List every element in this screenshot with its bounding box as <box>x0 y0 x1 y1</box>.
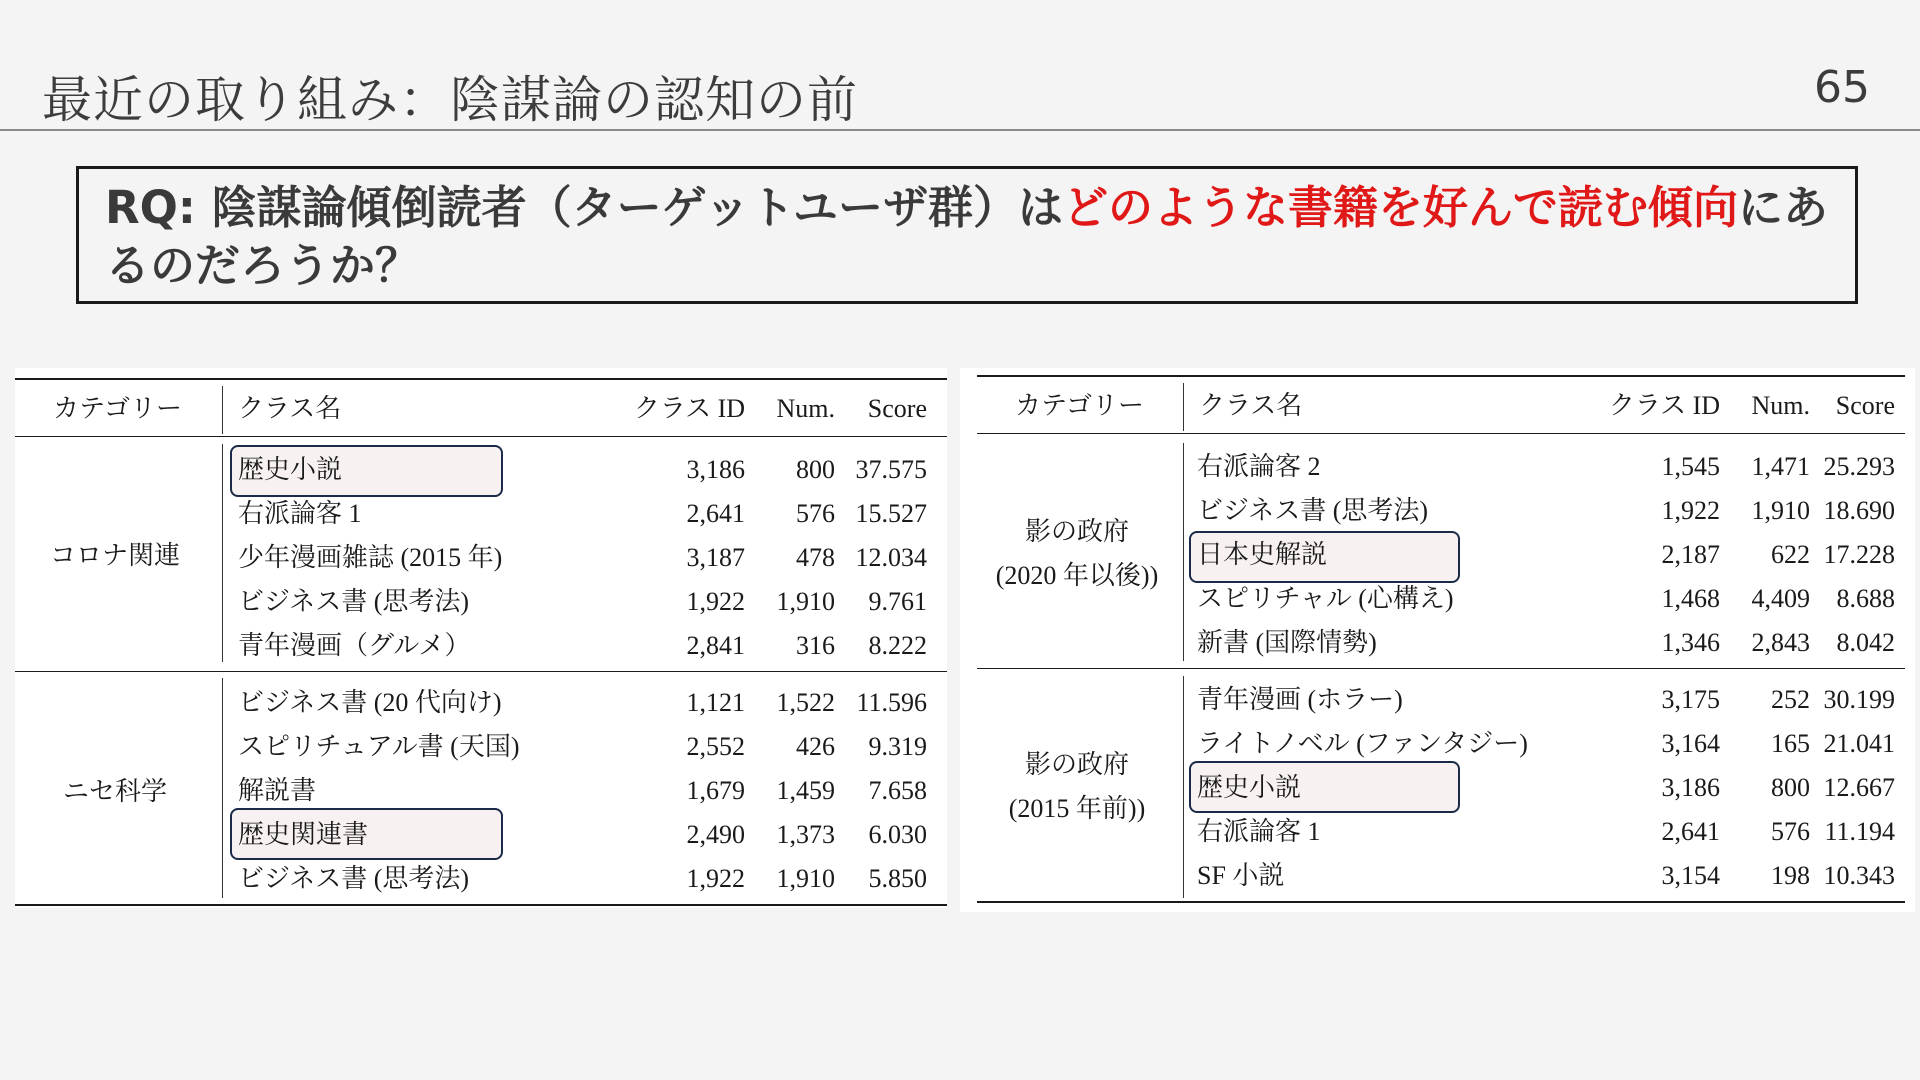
category-label: コロナ関連 <box>49 541 180 570</box>
group-separator <box>1183 676 1184 898</box>
class-name-cell: 歴史小説 <box>238 455 343 484</box>
group-rule <box>15 671 947 672</box>
num-cell: 478 <box>796 543 835 572</box>
category-label: (2015 年前)) <box>1008 794 1146 823</box>
score-cell: 17.228 <box>1823 540 1895 569</box>
class-id-cell: 2,552 <box>686 732 745 761</box>
title-divider <box>0 129 1920 131</box>
class-id-cell: 2,841 <box>686 631 745 660</box>
class-name-cell: 右派論客 1 <box>1197 817 1321 846</box>
num-cell: 622 <box>1771 540 1810 569</box>
class-id-cell: 1,679 <box>686 776 745 805</box>
score-cell: 30.199 <box>1823 685 1895 714</box>
class-name-cell: SF 小説 <box>1197 861 1285 890</box>
score-cell: 21.041 <box>1823 729 1895 758</box>
header-score: Score <box>1835 391 1895 420</box>
header-separator <box>1183 383 1184 431</box>
header-rule <box>977 433 1905 434</box>
class-name-cell: 歴史小説 <box>1197 773 1302 802</box>
class-id-cell: 2,641 <box>686 499 745 528</box>
num-cell: 1,910 <box>776 587 835 616</box>
class-name-cell: 右派論客 2 <box>1197 452 1321 481</box>
score-cell: 7.658 <box>868 776 927 805</box>
left-table <box>15 368 947 908</box>
score-cell: 37.575 <box>855 455 927 484</box>
score-cell: 8.042 <box>1836 628 1895 657</box>
class-name-cell: 青年漫画 (ホラー) <box>1197 685 1403 714</box>
class-name-cell: ビジネス書 (20 代向け) <box>238 688 502 717</box>
class-id-cell: 2,187 <box>1661 540 1720 569</box>
class-id-cell: 1,922 <box>686 864 745 893</box>
score-cell: 12.034 <box>855 543 927 572</box>
rq-text-tail: にあるのだろうか？ <box>105 181 1829 292</box>
class-id-cell: 1,922 <box>686 587 745 616</box>
class-name-cell: 歴史関連書 <box>238 820 369 849</box>
class-name-cell: ビジネス書 (思考法) <box>1197 496 1429 525</box>
num-cell: 1,522 <box>776 688 835 717</box>
class-id-cell: 3,186 <box>1661 773 1720 802</box>
header-class-id: クラス ID <box>1608 391 1720 420</box>
score-cell: 11.194 <box>1824 817 1895 846</box>
category-label: (2020 年以後)) <box>995 561 1159 590</box>
class-id-cell: 3,186 <box>686 455 745 484</box>
header-category: カテゴリー <box>53 394 182 423</box>
class-name-cell: スピリチュアル書 (天国) <box>238 732 520 761</box>
category-label: 影の政府 <box>1024 517 1129 546</box>
group-separator <box>222 678 223 898</box>
bottom-rule <box>15 904 947 906</box>
num-cell: 1,471 <box>1751 452 1810 481</box>
class-name-cell: スピリチャル (心構え) <box>1197 584 1454 613</box>
class-id-cell: 1,922 <box>1661 496 1720 525</box>
category-label: 影の政府 <box>1024 750 1129 779</box>
header-num: Num. <box>776 394 835 423</box>
class-id-cell: 1,545 <box>1661 452 1720 481</box>
num-cell: 252 <box>1771 685 1810 714</box>
class-name-cell: 青年漫画（グルメ） <box>238 631 471 660</box>
num-cell: 1,373 <box>776 820 835 849</box>
bottom-rule <box>977 901 1905 903</box>
header-num: Num. <box>1751 391 1810 420</box>
class-id-cell: 1,346 <box>1661 628 1720 657</box>
score-cell: 25.293 <box>1823 452 1895 481</box>
group-rule <box>977 668 1905 669</box>
score-cell: 18.690 <box>1823 496 1895 525</box>
class-name-cell: 日本史解説 <box>1197 540 1328 569</box>
score-cell: 15.527 <box>855 499 927 528</box>
score-cell: 6.030 <box>868 820 927 849</box>
header-category: カテゴリー <box>1015 391 1144 420</box>
slide-title: 最近の取り組み：陰謀論の認知の前 <box>42 71 858 129</box>
header-class-id: クラス ID <box>633 394 745 423</box>
class-id-cell: 2,490 <box>686 820 745 849</box>
class-name-cell: ライトノベル (ファンタジー) <box>1197 729 1528 758</box>
class-id-cell: 3,154 <box>1661 861 1720 890</box>
right-table <box>960 368 1915 912</box>
header-separator <box>222 386 223 434</box>
num-cell: 198 <box>1771 861 1810 890</box>
num-cell: 426 <box>796 732 835 761</box>
class-id-cell: 3,175 <box>1661 685 1720 714</box>
score-cell: 8.688 <box>1836 584 1895 613</box>
rq-text-highlight: どのような書籍を好んで読む傾向 <box>1062 181 1738 234</box>
class-id-cell: 3,187 <box>686 543 745 572</box>
score-cell: 5.850 <box>868 864 927 893</box>
class-name-cell: ビジネス書 (思考法) <box>238 587 470 616</box>
class-id-cell: 3,164 <box>1661 729 1720 758</box>
score-cell: 10.343 <box>1823 861 1895 890</box>
class-name-cell: 右派論客 1 <box>238 499 362 528</box>
group-separator <box>222 444 223 662</box>
group-separator <box>1183 443 1184 661</box>
num-cell: 316 <box>796 631 835 660</box>
class-name-cell: 少年漫画雑誌 (2015 年) <box>238 543 503 572</box>
class-name-cell: 新書 (国際情勢) <box>1197 628 1377 657</box>
num-cell: 800 <box>796 455 835 484</box>
num-cell: 1,910 <box>776 864 835 893</box>
header-class-name: クラス名 <box>238 394 342 423</box>
num-cell: 576 <box>796 499 835 528</box>
top-rule <box>15 378 947 380</box>
class-name-cell: 解説書 <box>238 776 317 805</box>
rq-text-lead: RQ: 陰謀論傾倒読者（ターゲットユーザ群）は <box>105 181 1063 234</box>
header-rule <box>15 436 947 437</box>
top-rule <box>977 375 1905 377</box>
category-label: ニセ科学 <box>62 777 167 806</box>
header-score: Score <box>867 394 927 423</box>
num-cell: 1,910 <box>1751 496 1810 525</box>
score-cell: 12.667 <box>1823 773 1895 802</box>
score-cell: 8.222 <box>868 631 927 660</box>
num-cell: 4,409 <box>1751 584 1810 613</box>
num-cell: 800 <box>1771 773 1810 802</box>
score-cell: 11.596 <box>856 688 927 717</box>
score-cell: 9.319 <box>868 732 927 761</box>
class-id-cell: 1,121 <box>686 688 745 717</box>
header-class-name: クラス名 <box>1199 391 1303 420</box>
num-cell: 165 <box>1771 729 1810 758</box>
num-cell: 1,459 <box>776 776 835 805</box>
num-cell: 576 <box>1771 817 1810 846</box>
num-cell: 2,843 <box>1751 628 1810 657</box>
class-id-cell: 2,641 <box>1661 817 1720 846</box>
class-id-cell: 1,468 <box>1661 584 1720 613</box>
class-name-cell: ビジネス書 (思考法) <box>238 864 470 893</box>
research-question-box <box>76 166 1858 304</box>
page-number: 65 <box>1814 62 1870 113</box>
score-cell: 9.761 <box>868 587 927 616</box>
